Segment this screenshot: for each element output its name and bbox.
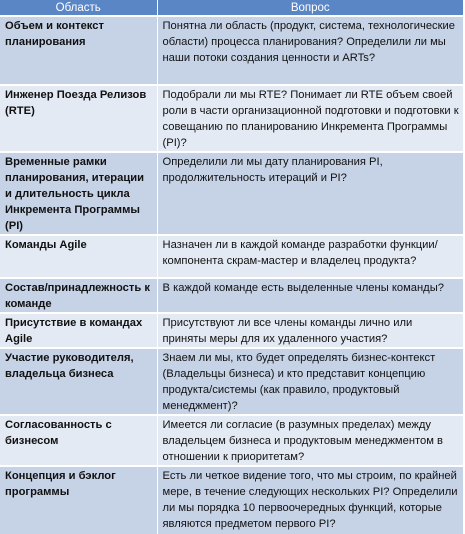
header-area: Область — [0, 0, 157, 16]
table-row — [0, 348, 463, 415]
table-row — [0, 313, 463, 348]
question-cell: Подобрали ли мы RTE? Понимает ли RTE объем своей роли в части организационной подготовки и подготовки к совещанию по планированию Инкремента Программы (PI)? — [157, 85, 463, 152]
question-cell: Назначен ли в каждой команде разработки функции/компонента скрам-мастер и владелец продукта? — [157, 235, 463, 278]
question-cell: Присутствуют ли все члены команды лично или приняты меры для их удаленного участия? — [157, 313, 463, 348]
area-cell: Инженер Поезда Релизов (RTE) — [0, 85, 157, 152]
table-row — [0, 466, 463, 534]
table-row — [0, 85, 463, 152]
table-row — [0, 415, 463, 466]
table-row — [0, 152, 463, 235]
area-cell: Состав/принадлежность к команде — [0, 278, 157, 313]
question-cell: В каждой команде есть выделенные члены команды? — [157, 278, 463, 313]
area-cell: Объем и контекст планирования — [0, 16, 157, 85]
area-cell: Присутствие в командах Agile — [0, 313, 157, 348]
table-row — [0, 16, 463, 85]
area-cell: Концепция и бэклог программы — [0, 466, 157, 534]
question-cell: Имеется ли согласие (в разумных пределах) между владельцем бизнеса и продуктовым менеджментом в отношении к приоритетам? — [157, 415, 463, 466]
area-cell: Участие руководителя, владельца бизнеса — [0, 348, 157, 415]
question-cell: Знаем ли мы, кто будет определять бизнес-контекст (Владельцы бизнеса) и кто представит концепцию продукта/системы (как правило, продуктовый менеджмент)? — [157, 348, 463, 415]
area-cell: Временные рамки планирования, итерации и длительность цикла Инкремента Программы (PI) — [0, 152, 157, 235]
question-cell: Есть ли четкое видение того, что мы строим, по крайней мере, в течение следующих нескольких PI? Определили ли мы порядка 10 первоочередных функций, которые являются предметом первого PI? — [157, 466, 463, 534]
question-cell: Определили ли мы дату планирования PI, продолжительность итераций и PI? — [157, 152, 463, 235]
area-cell: Согласованность с бизнесом — [0, 415, 157, 466]
area-cell: Команды Agile — [0, 235, 157, 278]
table-row — [0, 235, 463, 278]
header-question: Вопрос — [157, 0, 463, 16]
table-header-row — [0, 0, 463, 16]
question-cell: Понятна ли область (продукт, система, технологические области) процесса планирования? Определили ли мы наши потоки создания ценности и ARTs? — [157, 16, 463, 85]
table-row — [0, 278, 463, 313]
